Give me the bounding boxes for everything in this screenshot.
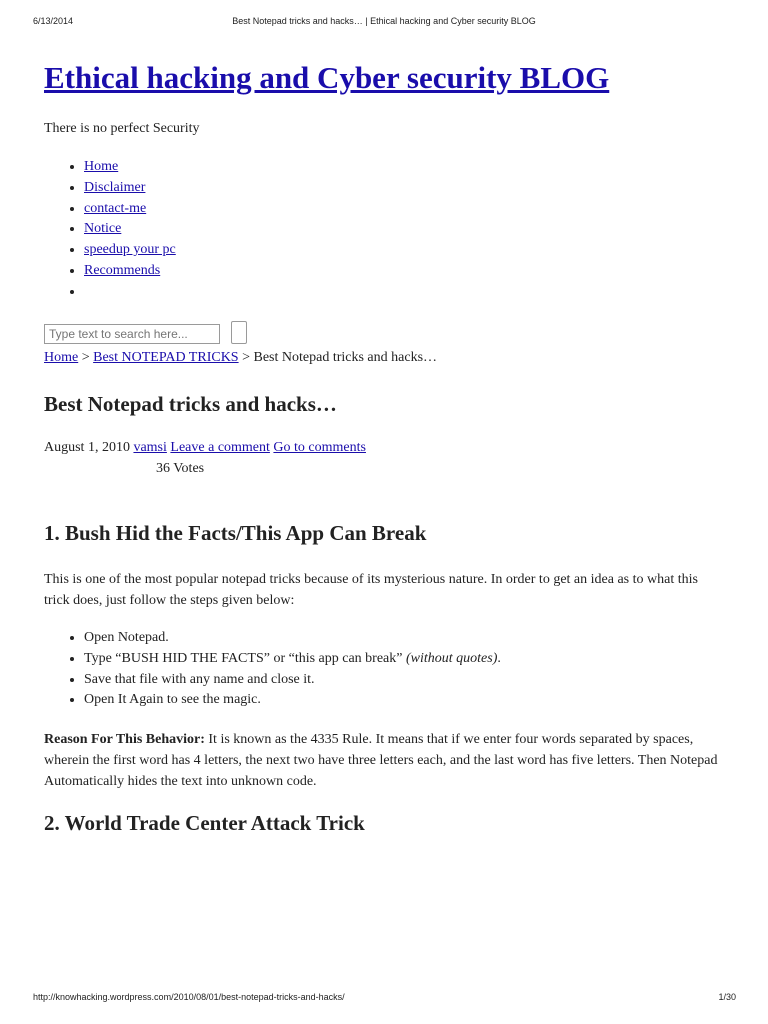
nav-item-home — [84, 157, 176, 178]
main-nav — [44, 157, 176, 303]
breadcrumb-separator: > — [78, 350, 94, 365]
step-text: Type “BUSH HID THE FACTS” or “this app can break” — [84, 650, 406, 666]
step-item: • Open It Again to see the magic. — [84, 690, 501, 711]
breadcrumb-category[interactable]: Best NOTEPAD TRICKS — [93, 350, 239, 365]
blog-tagline: There is no perfect Security — [44, 121, 200, 136]
nav-link-home[interactable]: Home — [84, 159, 119, 174]
blog-title-link[interactable]: Ethical hacking and Cyber security BLOG — [44, 60, 610, 95]
nav-item-empty — [84, 282, 176, 303]
reason-paragraph — [44, 730, 724, 792]
post-author-link[interactable]: vamsi — [133, 440, 167, 455]
print-header — [0, 16, 768, 32]
post-date: August 1, 2010 — [44, 440, 130, 455]
nav-item-disclaimer — [84, 178, 176, 199]
step-suffix: . — [497, 650, 501, 666]
breadcrumb — [44, 350, 437, 366]
nav-item-recommends — [84, 261, 176, 282]
nav-link-speedup[interactable]: speedup your pc — [84, 242, 176, 258]
breadcrumb-current: Best Notepad tricks and hacks… — [253, 350, 438, 365]
nav-item-contact-me — [84, 199, 176, 220]
vote-count: 36 Votes — [156, 461, 205, 476]
nav-item-speedup — [84, 240, 176, 261]
post-meta — [44, 440, 366, 456]
nav-link-notice[interactable]: Notice — [84, 221, 122, 237]
nav-item-notice — [84, 219, 176, 240]
steps-list — [44, 628, 501, 711]
print-page-number: 1/30 — [718, 992, 736, 1002]
search-input[interactable] — [44, 324, 220, 344]
breadcrumb-home[interactable]: Home — [44, 350, 79, 365]
nav-link-disclaimer[interactable]: Disclaimer — [84, 179, 146, 195]
print-page-title: Best Notepad tricks and hacks… | Ethical hacking and Cyber security BLOG — [232, 16, 536, 26]
print-url: http://knowhacking.wordpress.com/2010/08/01/best-notepad-tricks-and-hacks/ — [33, 992, 345, 1002]
leave-comment-link[interactable]: Leave a comment — [170, 440, 270, 455]
step-item: • Open Notepad. — [84, 628, 501, 649]
print-date: 6/13/2014 — [33, 16, 74, 26]
nav-link-recommends[interactable]: Recommends — [84, 262, 161, 278]
post-title: Best Notepad tricks and hacks… — [44, 392, 337, 416]
step-item: • Save that file with any name and close it. — [84, 670, 501, 691]
step-item — [84, 649, 501, 670]
section1-intro: This is one of the most popular notepad tricks because of its mysterious nature. In order to get an idea as to what this trick does, just follow the steps given below: — [44, 572, 698, 608]
go-to-comments-link[interactable]: Go to comments — [273, 440, 366, 455]
section-heading-2: 2. World Trade Center Attack Trick — [44, 811, 365, 835]
section-heading-1: 1. Bush Hid the Facts/This App Can Break — [44, 521, 427, 545]
breadcrumb-separator: > — [238, 350, 254, 365]
search-button[interactable] — [231, 321, 247, 344]
print-footer — [0, 992, 768, 1006]
step-emphasis: (without quotes) — [406, 650, 498, 666]
reason-label: Reason For This Behavior: — [44, 732, 205, 747]
reason-text: It is known as the 4335 Rule. It means that if we enter four words separated by spaces, wherein the first word has 4 letters, the next two have three letters each, and the last word has five letters. Then Notepad Automatically hides the text into unknown code. — [44, 732, 718, 789]
nav-link-contact-me[interactable]: contact-me — [84, 200, 147, 216]
